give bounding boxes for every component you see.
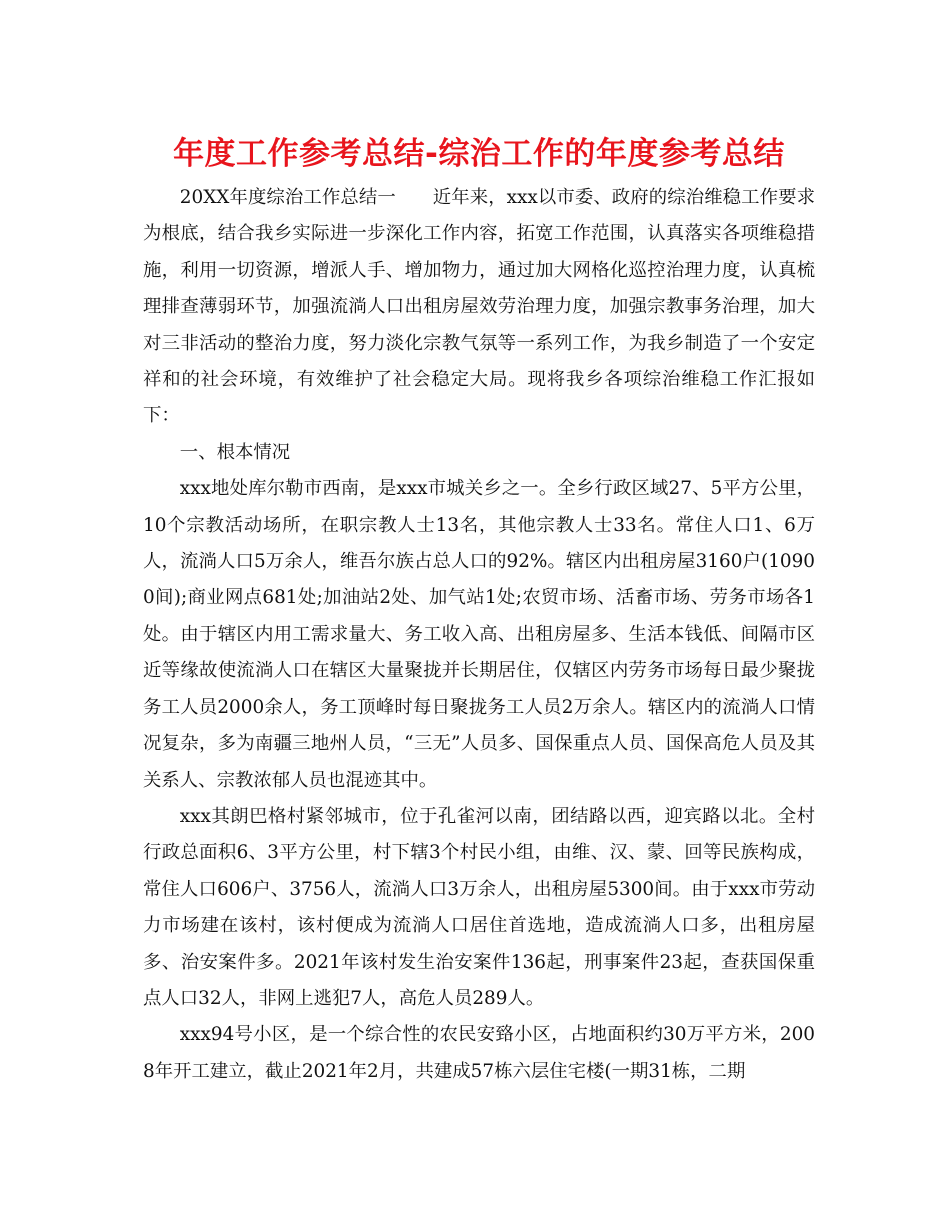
paragraph-village-overview: xxx其朗巴格村紧邻城市，位于孔雀河以南，团结路以西，迎宾路以北。全村行政总面积6、3平方公里，村下辖3个村民小组，由维、汉、蒙、回等民族构成，常住人口606户、3756人，流淌人口3万余人，出租房屋5300间。由于xxx市劳动力市场建在该村，该村便成为流淌人口居住首选地，造成流淌人口多，出租房屋多、治安案件多。2021年该村发生治安案件136起，刑事案件23起，查获国保重点人口32人，非网上逃犯7人，高危人员289人。: [143, 805, 815, 1009]
section-heading-basic-situation: 一、根本情况: [179, 441, 291, 463]
document-title: 年度工作参考总结-综治工作的年度参考总结: [173, 136, 785, 172]
paragraph-township-overview: xxx地处库尔勒市西南，是xxx市城关乡之一。全乡行政区域27、5平方公里，10个宗教活动场所，在职宗教人士13名，其他宗教人士33名。常住人口1、6万人，流淌人口5万余人，维吾尔族占总人口的92%。辖区内出租房屋3160户(10900间);商业网点681处;加油站2处、加气站1处;农贸市场、活畜市场、劳务市场各1处。由于辖区内用工需求量大、务工收入高、出租房屋多、生活本钱低、间隔市区近等缘故使流淌人口在辖区大量聚拢并长期居住，仅辖区内劳务市场每日最少聚拢务工人员2000余人，务工顶峰时每日聚拢务工人员2万余人。辖区内的流淌人口情况复杂，多为南疆三地州人员，“三无”人员多、国保重点人员、国保高危人员及其关系人、宗教浓郁人员也混迹其中。: [143, 478, 815, 791]
document-page: [143, 128, 815, 1090]
paragraph-intro: 20XX年度综治工作总结一 近年来，xxx以市委、政府的综治维稳工作要求为根底，结合我乡实际进一步深化工作内容，拓宽工作范围，认真落实各项维稳措施，利用一切资源，增派人手、增加物力，通过加大网格化巡控治理力度，认真梳理排查薄弱环节，加强流淌人口出租房屋效劳治理力度，加强宗教事务治理，加大对三非活动的整治力度，努力淡化宗教气氛等一系列工作，为我乡制造了一个安定祥和的社会环境，有效维护了社会稳定大局。现将我乡各项综治维稳工作汇报如下：: [143, 187, 815, 427]
paragraph-community-overview: xxx94号小区，是一个综合性的农民安臵小区，占地面积约30万平方米，2008年开工建立，截止2021年2月，共建成57栋六层住宅楼(一期31栋，二期: [143, 1024, 815, 1082]
